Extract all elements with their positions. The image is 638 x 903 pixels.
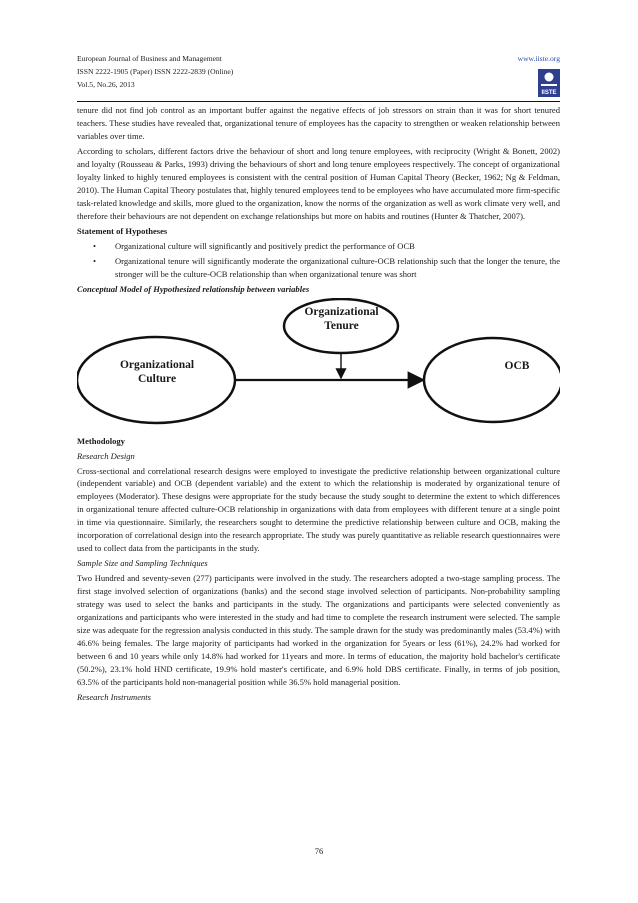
paragraph-human-capital: According to scholars, different factors drive the behaviour of short and long tenure employees, with reciprocity (Wright & Bonett, 2002) and loyalty (Rousseau & Parks, 1993) driving the behaviours of short and long tenure employees respectively. The concept of organizational loyalty linked to highly tenured employees is consistent with the central position of Human Capital Theory (Becker, 1962; Ng & Feldman, 2010). The Human Capital Theory postulates that, highly tenured employees tend to be employees who have accumulated more firm-specific task-related knowledge and skills, more glued to the organization, know the norms of the organization as well as work climate very well, and therefore their behaviours are not dependent on exchange relationships but more on habits and routines (Hunter & Thatcher, 2007).	[77, 146, 560, 221]
bullet-icon: •	[93, 241, 96, 252]
sample-heading: Sample Size and Sampling Techniques	[77, 558, 208, 569]
research-design-heading: Research Design	[77, 450, 135, 461]
ocb-node	[424, 338, 560, 422]
iiste-logo	[538, 69, 560, 97]
paragraph-research-design: Cross-sectional and correlational research designs were employed to investigate the predictive relationship between organizational culture (independent variable) and OCB (dependent variable) and the extent to which the relationship is moderated by organizational tenure of employees (Moderator). These designs were appropriate for the study because the study sought to determine the extent to which differences in organizational tenure affected culture-OCB relationship in organizations with data from employees with different tenure at a single point in time via questionnaire. Similarly, the researchers sought to determine the predictive relationship between culture and OCB, making the incorporation of correlational design into the research appropriate. The study was purely quantitative as reliable research questionnaires were used to collect data from the participants in the study.	[77, 465, 560, 553]
paragraph-sample: Two Hundred and seventy-seven (277) participants were involved in the study. The researchers adopted a two-stage sampling process. The first stage involved selection of organizations (banks) and the second stage involved selection of participants. Non-probability sampling strategy was used to select the banks and participants in the study. The organizations and participants were selected conveniently as organizations and participants who were interested in the study and had time to complete the research instrument were selected. The sample size was adequate for the regression analysis conducted in this study. The sample drawn for the study was predominantly males (53.4%) with 46.6% being females. The large majority of participants had worked in the organization for 5years or less (61%), 24.2% had worked for between 6 and 10 years while only 14.8% had worked for 11years and more. In terms of education, the majority hold bachelor's certificate (50.2%), 23.1% hold HND certificate, 19.9% hold master's certificate, and 6.9% hold DBS certificate. Finally, in terms of job position, 63.5% of the participants hold non-managerial position while 36.5% hold managerial position.	[77, 573, 560, 687]
journal-header	[77, 52, 560, 91]
model-heading: Conceptual Model of Hypothesized relationship between variables	[77, 283, 310, 294]
instruments-heading: Research Instruments	[77, 691, 151, 702]
hypotheses-heading: Statement of Hypotheses	[77, 226, 168, 237]
hypothesis-2-text: Organizational tenure will significantly moderate the organizational culture-OCB relationship such that the longer the tenure, the stronger will be the culture-OCB relationship than when organizational tenure was short	[115, 255, 560, 279]
methodology-heading: Methodology	[77, 435, 125, 446]
bullet-icon: •	[93, 255, 96, 266]
journal-url-link[interactable]: www.iiste.org	[517, 54, 560, 63]
list-item	[93, 255, 560, 281]
journal-issn: ISSN 2222-1905 (Paper) ISSN 2222-2839 (Online)	[77, 67, 234, 76]
hypothesis-1-text: Organizational culture will significantly and positively predict the performance of OCB	[115, 241, 415, 252]
ocb-node-label: OCB	[504, 359, 530, 372]
page-body	[77, 104, 560, 706]
paragraph-tenure-studies: tenure did not find job control as an important buffer against the negative effects of job stressors on strain than it was for short tenured teachers. These studies have revealed that, organizational tenure of employees has the capacity to strengthen or weaken relationship between variables over time.	[77, 105, 560, 141]
journal-volume: Vol.5, No.26, 2013	[77, 80, 135, 89]
page-number: 76	[314, 846, 324, 856]
tenure-node-label: Organizational Tenure	[304, 305, 379, 332]
hypotheses-list	[77, 240, 560, 281]
logo-text: IISTE	[541, 90, 557, 96]
conceptual-model-diagram	[77, 298, 560, 433]
header-rule	[77, 101, 560, 102]
culture-node-label: Organizational Culture	[119, 358, 195, 385]
journal-name: European Journal of Business and Management	[77, 54, 222, 63]
list-item	[93, 240, 560, 253]
